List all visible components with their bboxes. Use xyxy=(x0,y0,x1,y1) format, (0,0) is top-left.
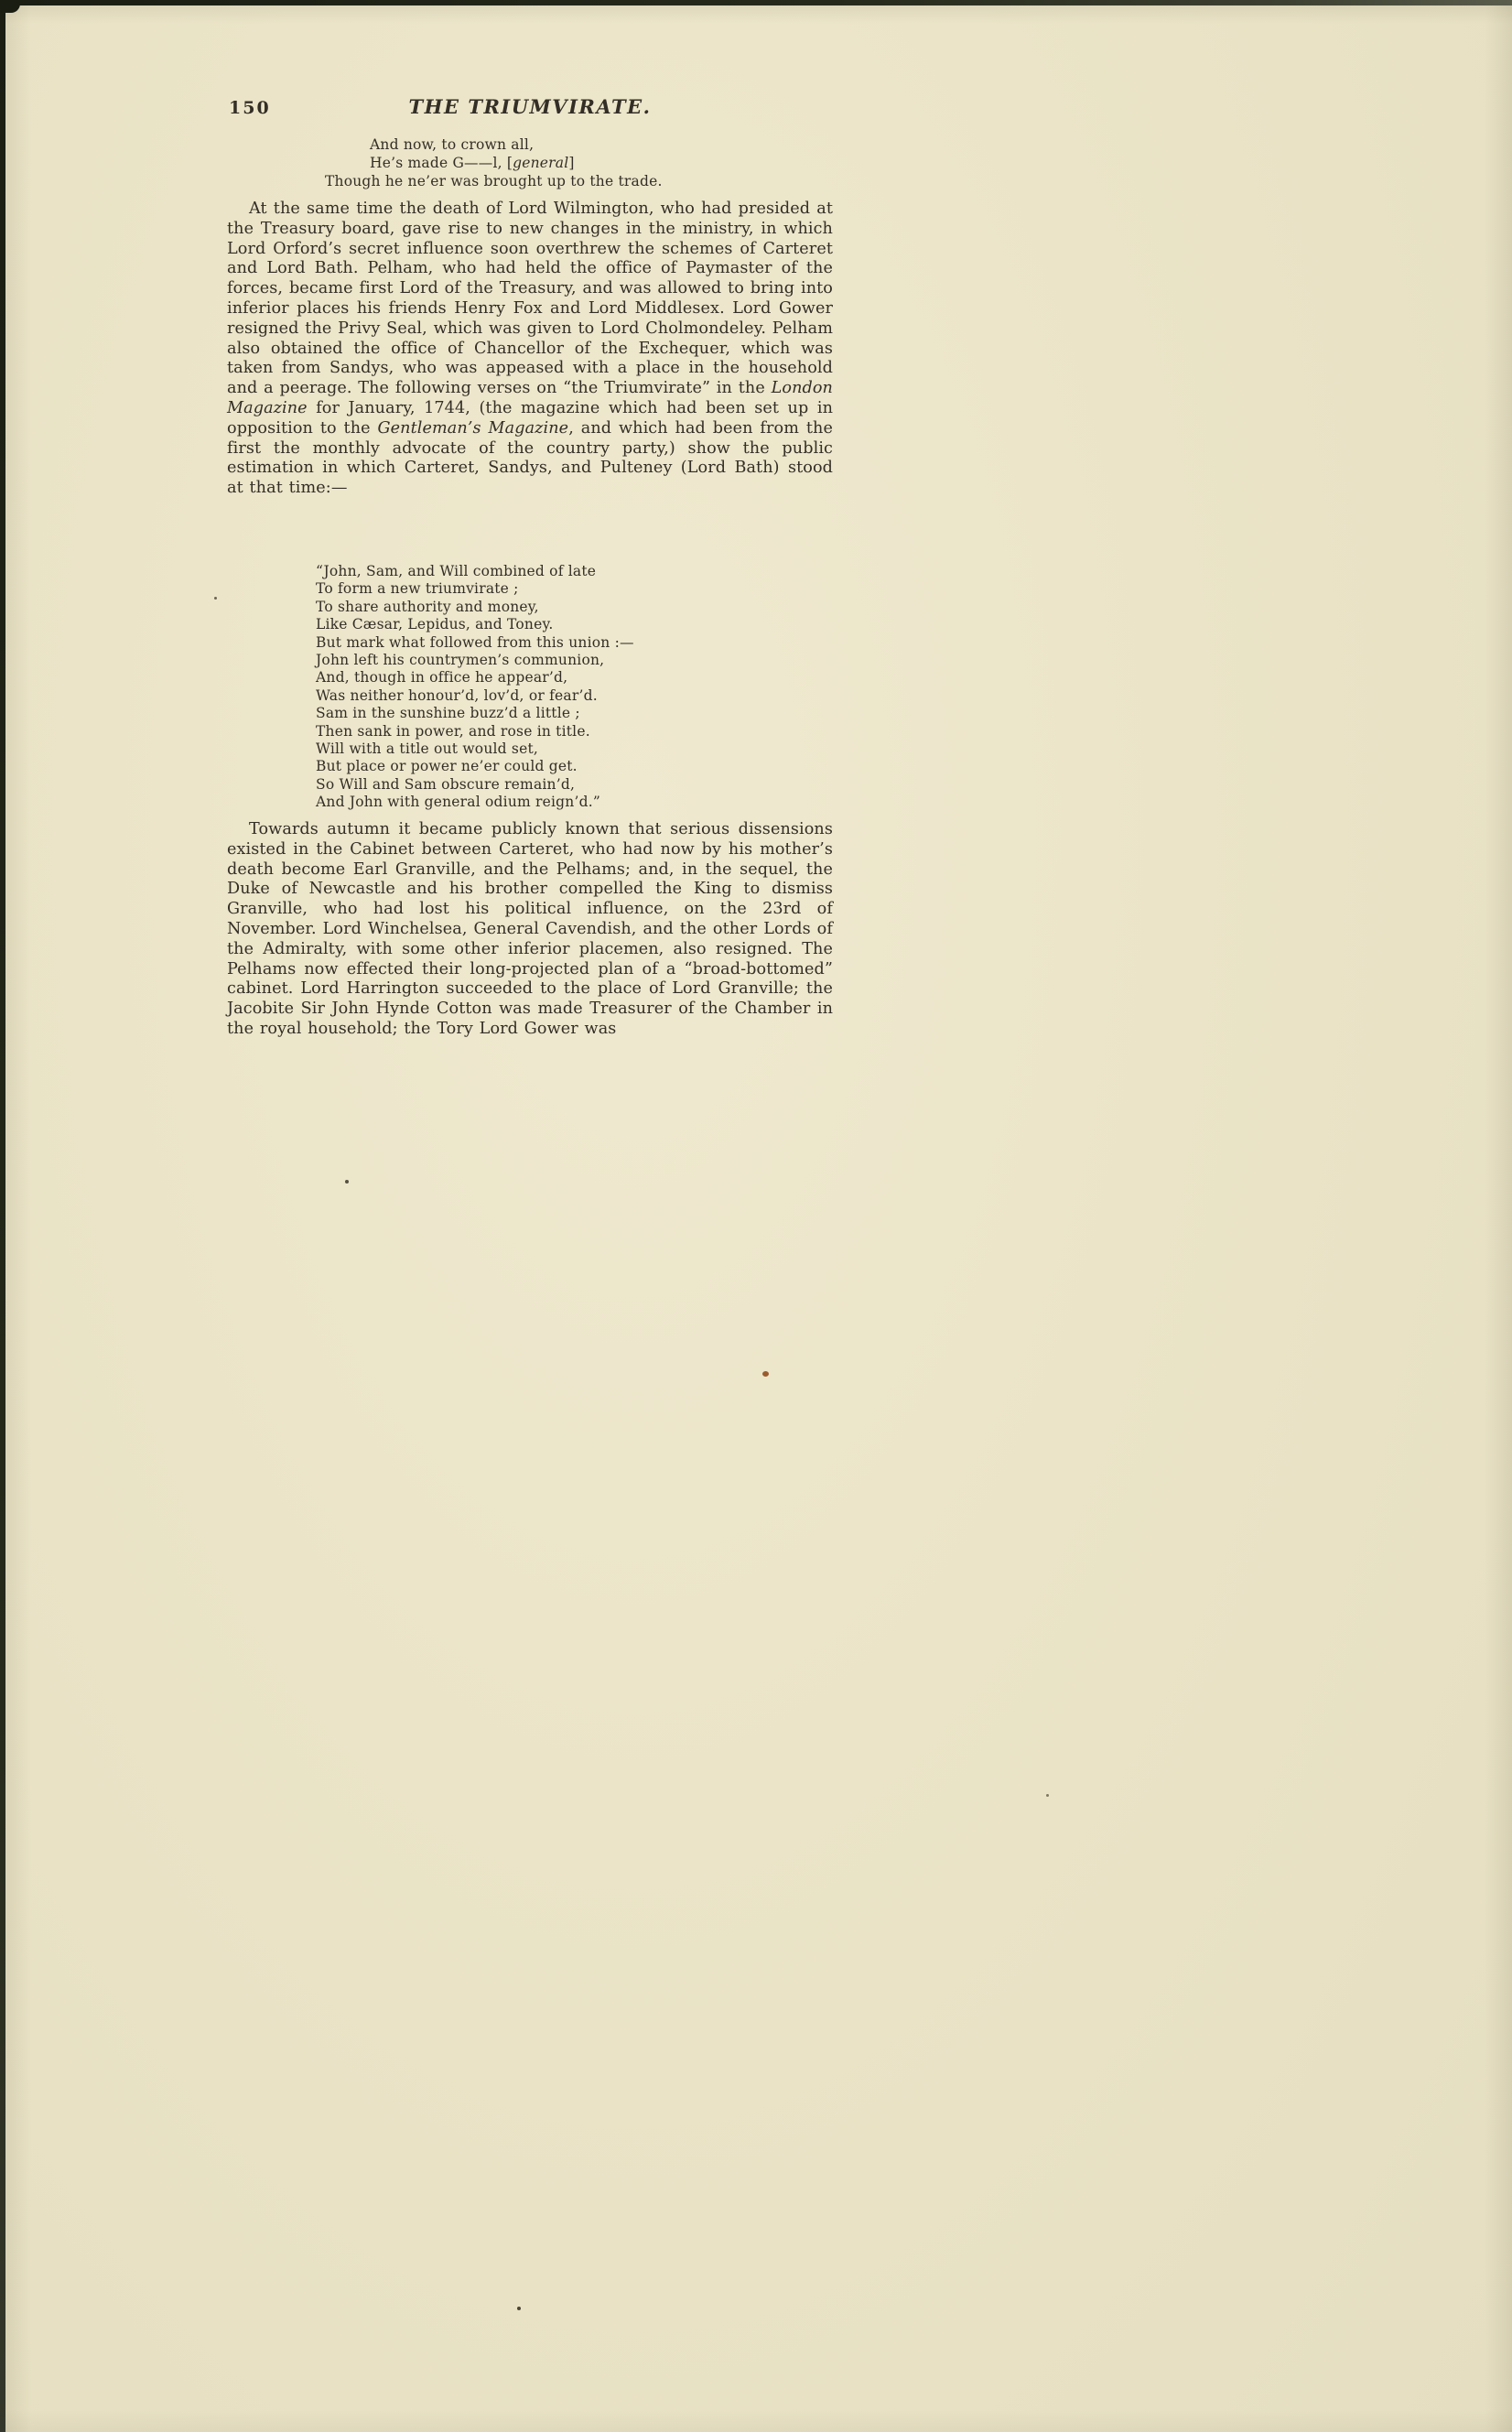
verse-line: But place or power ne’er could get. xyxy=(316,758,578,775)
dust-speck xyxy=(1046,1794,1049,1797)
plain-text: He’s made G——l, [ xyxy=(370,155,513,171)
page-header xyxy=(227,95,833,118)
italic-text: Gentleman’s Magazine xyxy=(377,418,569,438)
italic-text: general xyxy=(513,155,569,171)
verse-line: And John with general odium reign’d.” xyxy=(316,794,600,811)
page-edge-left xyxy=(0,0,5,2432)
verse-line: John left his countrymen’s communion, xyxy=(316,652,605,669)
plain-text: , and which had been from the first the monthly advocate of the country party,) show the public estimation in which Carteret, Sandys, and Pulteney (Lord Bath) stood at that time:— xyxy=(227,418,833,498)
plain-text: ] xyxy=(568,155,575,171)
dust-speck xyxy=(345,1180,349,1184)
verse-line: “John, Sam, and Will combined of late xyxy=(316,563,597,579)
dust-speck xyxy=(762,1371,769,1377)
running-title: THE TRIUMVIRATE. xyxy=(408,95,652,118)
page-number: 150 xyxy=(229,98,271,118)
plain-text: And now, to crown all, xyxy=(370,136,535,153)
verse-line: To form a new triumvirate ; xyxy=(316,580,519,598)
verse-line xyxy=(325,154,663,172)
dust-speck xyxy=(517,2307,521,2310)
verse-line: Was neither honour’d, lov’d, or fear’d. xyxy=(316,686,598,704)
verse-line: So Will and Sam obscure remain’d, xyxy=(316,775,576,793)
text-column xyxy=(227,0,833,2432)
verse-line: Then sank in power, and rose in title. xyxy=(316,722,590,740)
plain-text: At the same time the death of Lord Wilmington, who had presided at the Treasury board, gave rise to new changes in the ministry, in which Lord Orford’s secret influence soon overthrew the schemes of Carteret and Lord Bath. Pelham, who had held the office of Paymaster of the forces, became first Lord of the Treasury, and was allowed to bring into inferior places his friends Henry Fox and Lord Middlesex. Lord Gower resigned the Privy Seal, which was given to Lord Cholmondeley. Pelham also obtained the office of Chancellor of the Exchequer, which was taken from Sandys, who was appeased with a place in the household and a peerage. The following verses on “the Triumvirate” in the xyxy=(227,200,833,398)
plain-text: for January, 1744, (the magazine which had been set up in opposition to the xyxy=(227,398,833,438)
verse-line: But mark what followed from this union :— xyxy=(316,633,634,651)
verse-line: To share authority and money, xyxy=(316,598,539,615)
italic-text: London Magazine xyxy=(227,379,833,417)
verse-line xyxy=(325,172,663,190)
triumvirate-verse xyxy=(316,563,634,812)
plain-text: Though he ne’er was brought up to the trade. xyxy=(325,173,663,189)
verse-line: Sam in the sunshine buzz’d a little ; xyxy=(316,705,580,722)
page-edge-corner xyxy=(0,0,20,13)
verse-line: Will with a title out would set, xyxy=(316,740,539,758)
verse-line: Like Cæsar, Lepidus, and Toney. xyxy=(316,616,554,633)
verse-line: And, though in office he appear’d, xyxy=(316,669,568,686)
dust-speck xyxy=(214,597,217,600)
paragraph-2: Towards autumn it became publicly known that serious dissensions existed in the Cabinet between Carteret, who had now by his mother’s death become Earl Granville, and the Pelhams; and, in the sequel, the Duke of Newcastle and his brother compelled the King to dismiss Granville, who had lost his political influence, on the 23rd of November. Lord Winchelsea, General Cavendish, and the other Lords of the Admiralty, with some other inferior placemen, also resigned. The Pelhams now effected their long-projected plan of a “broad-bottomed” cabinet. Lord Harrington succeeded to the place of Lord Granville; the Jacobite Sir John Hynde Cotton was made Treasurer of the Chamber in the royal household; the Tory Lord Gower was xyxy=(227,820,833,1038)
verse-line xyxy=(325,135,663,154)
paragraph-1 xyxy=(227,200,833,499)
epigraph-verse xyxy=(325,135,663,190)
